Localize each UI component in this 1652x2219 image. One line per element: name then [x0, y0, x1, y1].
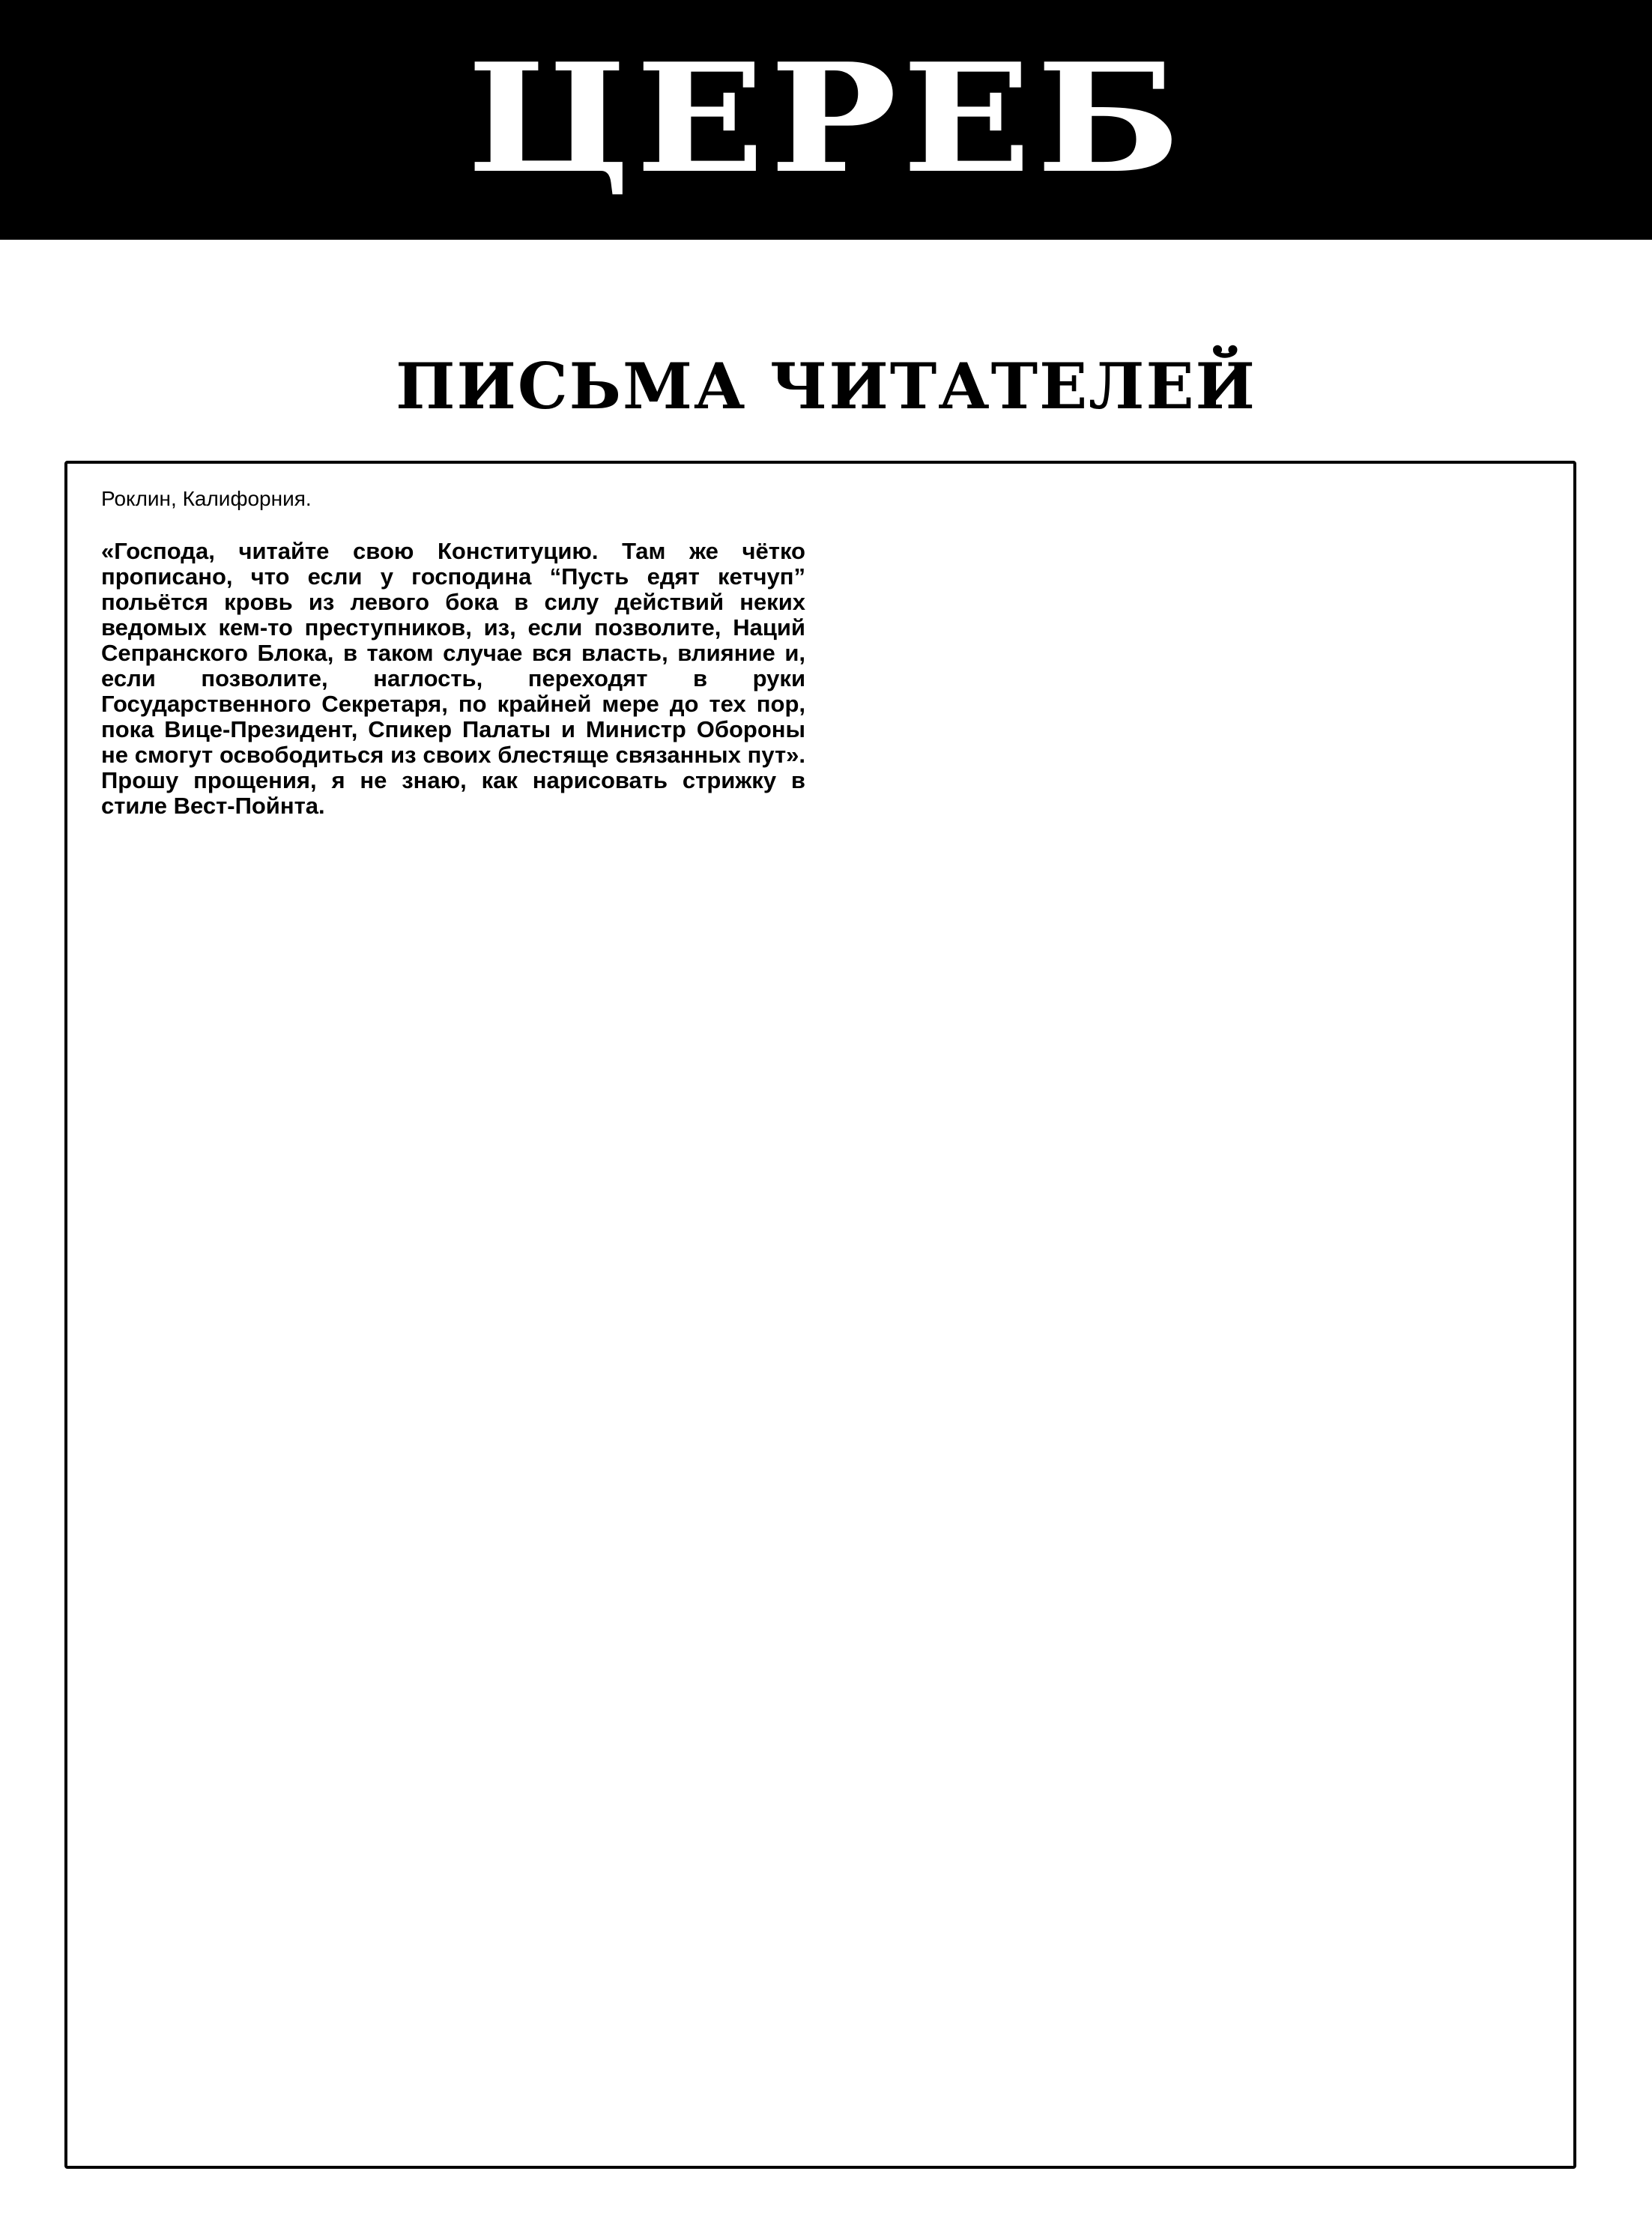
- masthead-logo-text: ЦЕРЕБ: [466, 37, 1186, 202]
- masthead-logo: [459, 37, 1193, 202]
- section-heading: ПИСЬМА ЧИТАТЕЛЕЙ: [396, 349, 1256, 424]
- letters-panel: [64, 461, 1576, 2169]
- letter-item: [101, 486, 805, 819]
- letter-body: «Господа, читайте свою Конституцию. Там же чётко прописано, что если у господина “Пусть едят кетчуп” польётся кровь из левого бока в силу действий неких ведомых кем-то преступников, из, если позволите, Наций Сепранского Блока, в таком случае вся власть, влияние и, если позволите, наглость, переходят в руки Государственного Секретаря, по крайней мере до тех пор, пока Вице-Президент, Спикер Палаты и Министр Обороны не смогут освободиться из своих блестяще связанных пут». Прошу прощения, я не знаю, как нарисовать стрижку в стиле Вест-Пойнта.: [101, 538, 805, 819]
- letter-location: Роклин, Калифорния.: [101, 487, 312, 510]
- masthead: [0, 0, 1652, 240]
